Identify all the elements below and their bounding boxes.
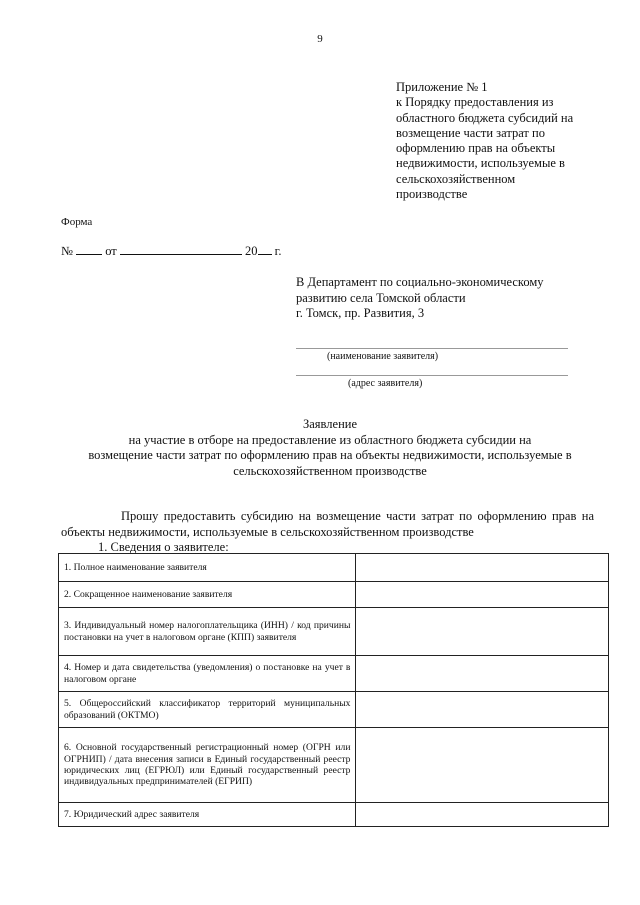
row-value-cell[interactable] <box>356 692 609 728</box>
department-line: развитию села Томской области <box>296 290 466 305</box>
applicant-address-line[interactable] <box>296 375 568 376</box>
year-field[interactable] <box>258 243 272 255</box>
statement-line: сельскохозяйственном производстве <box>233 463 427 478</box>
number-field[interactable] <box>76 243 102 255</box>
year-suffix: г. <box>274 244 282 258</box>
row-label: 6. Основной государственный регистрационный номер (ОГРН или ОГРНИП) / дата внесения записи в Единый государственный реестр юридических лиц (ЕГРЮЛ) или Единый государственный реестр индивидуальных предпринимателей (ЕГРИП) <box>59 728 356 803</box>
table-row <box>59 582 609 608</box>
table-row <box>59 692 609 728</box>
applicant-name-caption: (наименование заявителя) <box>327 351 439 362</box>
appendix-line: недвижимости, используемые в <box>396 156 565 171</box>
table-row <box>59 803 609 827</box>
statement-line: возмещение части затрат по оформлению прав на объекты недвижимости, используемые в <box>88 448 572 462</box>
page-number: 9 <box>317 33 323 45</box>
section-title: 1. Сведения о заявителе: <box>98 540 229 554</box>
form-number-line <box>61 243 281 259</box>
row-label: 7. Юридический адрес заявителя <box>59 803 356 827</box>
statement-line: на участие в отборе на предоставление из областного бюджета субсидии на <box>128 432 532 447</box>
appendix-line: к Порядку предоставления из <box>396 95 554 110</box>
row-label: 2. Сокращенное наименование заявителя <box>59 582 356 608</box>
from-label: от <box>105 244 117 258</box>
appendix-line: возмещение части затрат по <box>396 125 545 140</box>
row-value-cell[interactable] <box>356 608 609 656</box>
row-value-cell[interactable] <box>356 656 609 692</box>
applicant-address-caption: (адрес заявителя) <box>348 378 423 389</box>
row-label: 5. Общероссийский классификатор территорий муниципальных образований (ОКТМО) <box>59 692 356 728</box>
appendix-header <box>396 80 616 202</box>
table-row <box>59 608 609 656</box>
statement-title-block <box>50 417 610 479</box>
row-value-cell[interactable] <box>356 803 609 827</box>
date-field[interactable] <box>120 243 242 255</box>
statement-title: Заявление <box>302 417 357 431</box>
form-label: Форма <box>61 216 93 228</box>
appendix-line: областного бюджета субсидий на <box>396 110 574 125</box>
row-label: 4. Номер и дата свидетельства (уведомления) о постановке на учет в налоговом органе <box>59 656 356 692</box>
appendix-line: оформлению прав на объекты <box>396 141 556 156</box>
row-value-cell[interactable] <box>356 554 609 582</box>
row-label: 3. Индивидуальный номер налогоплательщика (ИНН) / код причины постановки на учет в налоговом органе (КПП) заявителя <box>59 608 356 656</box>
appendix-line: производстве <box>396 187 468 202</box>
appendix-line: Приложение № 1 <box>396 80 488 94</box>
number-sign: № <box>61 244 73 258</box>
applicant-name-line[interactable] <box>296 348 568 349</box>
department-address <box>296 275 596 322</box>
table-row <box>59 554 609 582</box>
year-prefix: 20 <box>245 244 258 258</box>
applicant-info-table <box>58 553 609 827</box>
intro-paragraph: Прошу предоставить субсидию на возмещение части затрат по оформлению прав на объекты недвижимости, используемые в сельскохозяйственном производстве <box>61 509 594 539</box>
appendix-line: сельскохозяйственном <box>396 171 516 186</box>
department-line: г. Томск, пр. Развития, 3 <box>296 306 425 320</box>
row-label: 1. Полное наименование заявителя <box>59 554 356 582</box>
department-line: В Департамент по социально-экономическому <box>296 275 544 289</box>
row-value-cell[interactable] <box>356 728 609 803</box>
table-row <box>59 728 609 803</box>
table-row <box>59 656 609 692</box>
row-value-cell[interactable] <box>356 582 609 608</box>
